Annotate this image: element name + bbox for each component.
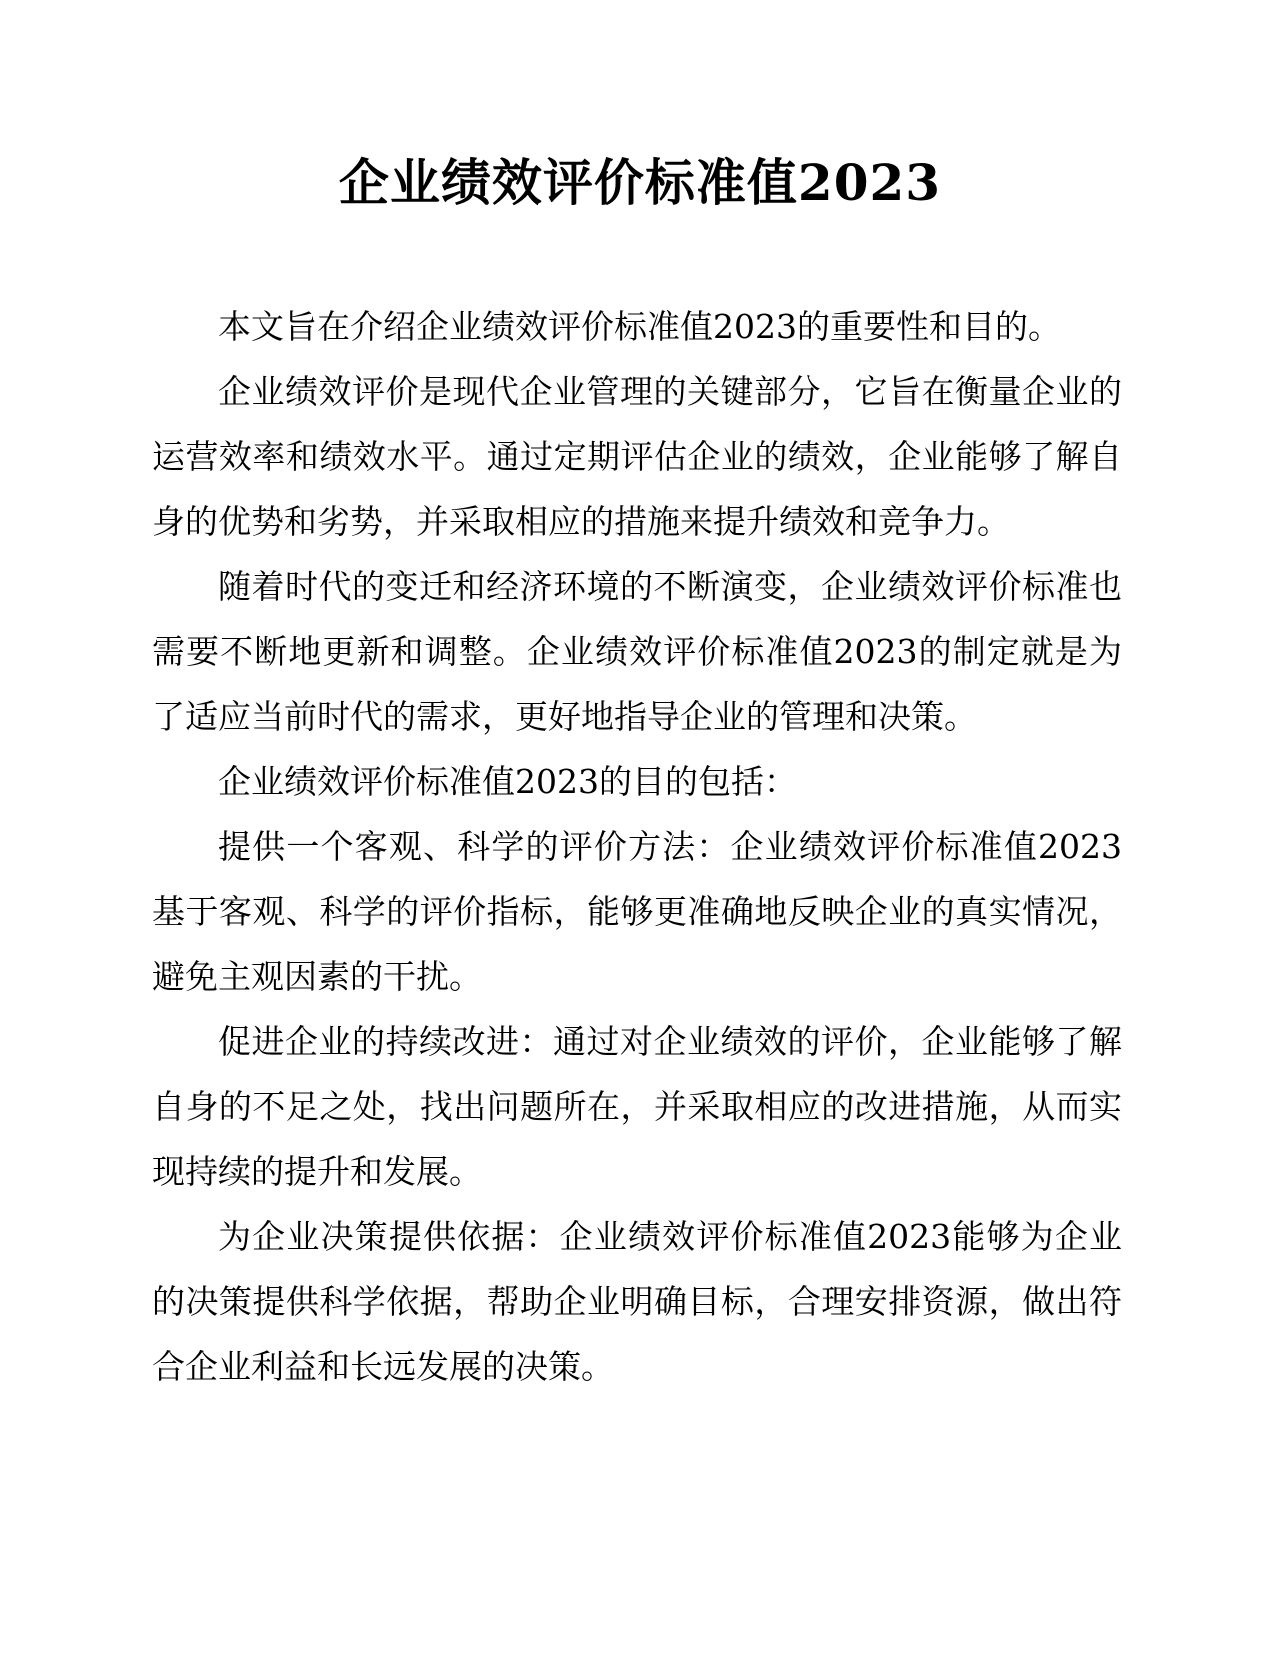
paragraph-purpose-objective-method: 提供一个客观、科学的评价方法：企业绩效评价标准值2023基于客观、科学的评价指标，能够更准确地反映企业的真实情况，避免主观因素的干扰。 [152, 827, 1122, 996]
document-title: 企业绩效评价标准值2023 [338, 153, 942, 212]
paragraph-background: 随着时代的变迁和经济环境的不断演变，企业绩效评价标准也需要不断地更新和调整。企业绩效评价标准值2023的制定就是为了适应当前时代的需求，更好地指导企业的管理和决策。 [152, 567, 1122, 736]
document-body [152, 294, 1122, 1399]
paragraph-purpose-decision-basis: 为企业决策提供依据：企业绩效评价标准值2023能够为企业的决策提供科学依据，帮助企业明确目标，合理安排资源，做出符合企业利益和长远发展的决策。 [152, 1217, 1122, 1386]
paragraph-intro: 本文旨在介绍企业绩效评价标准值2023的重要性和目的。 [218, 307, 1061, 346]
paragraph-purpose-continuous-improvement: 促进企业的持续改进：通过对企业绩效的评价，企业能够了解自身的不足之处，找出问题所在，并采取相应的改进措施，从而实现持续的提升和发展。 [152, 1022, 1122, 1191]
paragraph-definition: 企业绩效评价是现代企业管理的关键部分，它旨在衡量企业的运营效率和绩效水平。通过定期评估企业的绩效，企业能够了解自身的优势和劣势，并采取相应的措施来提升绩效和竞争力。 [152, 372, 1122, 541]
paragraph-purpose-heading: 企业绩效评价标准值2023的目的包括： [218, 762, 797, 801]
